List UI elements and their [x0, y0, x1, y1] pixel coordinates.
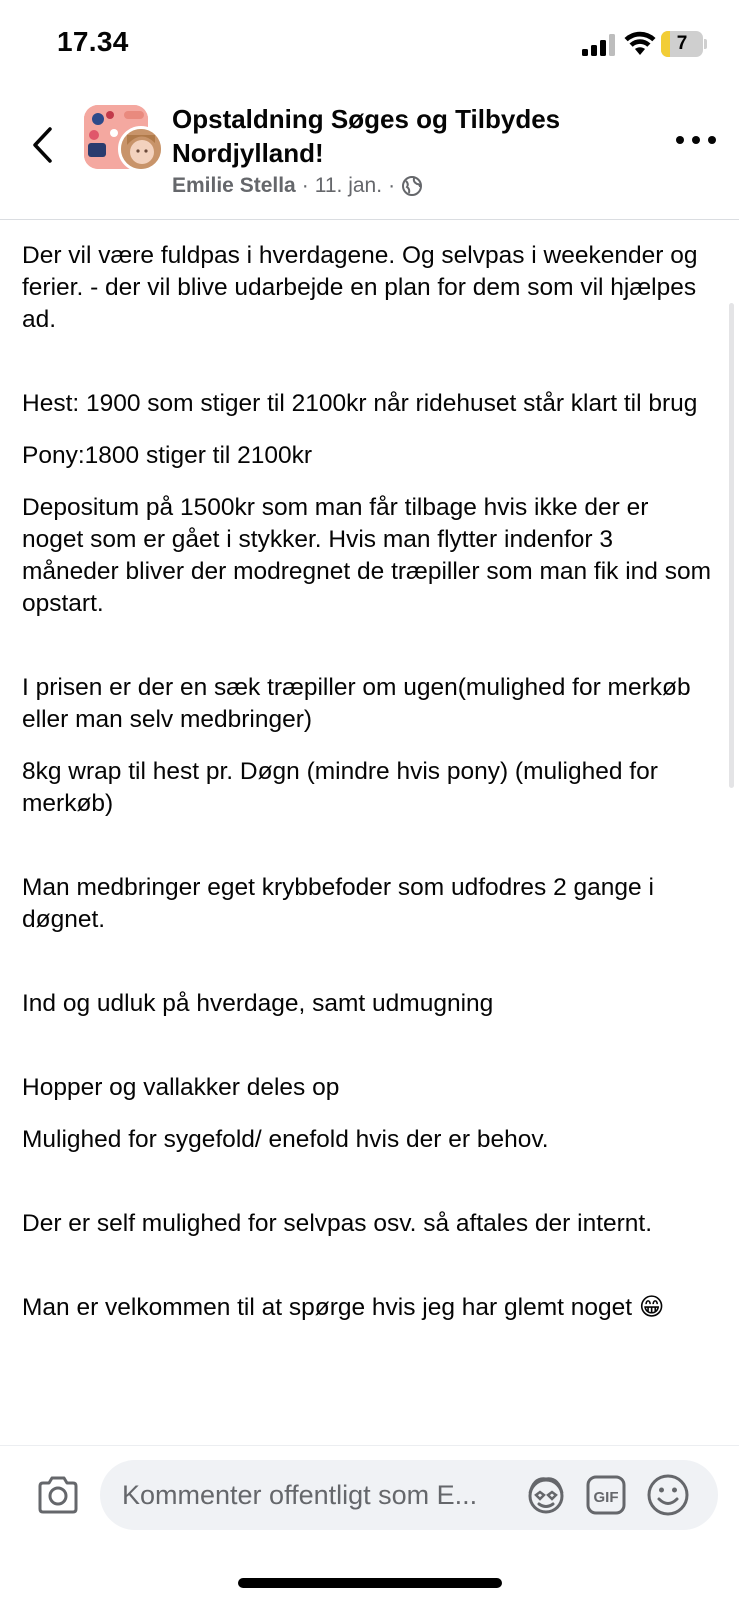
more-options-button[interactable]	[676, 130, 716, 150]
author-photo	[121, 129, 161, 169]
status-time: 17.34	[57, 26, 129, 57]
globe-icon	[401, 175, 423, 197]
emoji-button[interactable]	[646, 1473, 690, 1517]
comment-input[interactable]	[100, 1460, 718, 1530]
camera-icon	[36, 1474, 80, 1516]
post-paragraph: Man medbringer eget krybbefoder som udfodres 2 gange i døgnet.	[22, 874, 654, 933]
gif-icon	[586, 1475, 626, 1515]
post-paragraph: Der er self mulighed for selvpas osv. så aftales der internt.	[22, 1210, 653, 1237]
battery-icon	[661, 31, 707, 57]
comment-bar	[0, 1445, 739, 1545]
more-horizontal-icon	[676, 136, 684, 144]
status-bar	[0, 0, 739, 90]
post-paragraph: Hopper og vallakker deles op	[22, 1074, 340, 1101]
battery-level: 7	[676, 33, 688, 54]
avatar-sticker-button[interactable]	[524, 1473, 568, 1517]
post-paragraph: Der vil være fuldpas i hverdagene. Og selvpas i weekender og ferier. - der vil blive udarbejde en plan for dem som vil hjælpes ad.	[22, 242, 698, 333]
back-button[interactable]	[26, 120, 58, 170]
meta-separator: ·	[388, 174, 396, 197]
group-name[interactable]: Opstaldning Søges og Tilbydes Nordjylland!	[172, 104, 561, 168]
author-avatar[interactable]	[118, 126, 164, 172]
post-body	[22, 240, 712, 1445]
meta-separator: ·	[301, 174, 309, 197]
camera-button[interactable]	[36, 1474, 80, 1516]
wifi-icon	[624, 30, 656, 56]
post-header	[0, 90, 739, 220]
smiley-icon	[646, 1473, 690, 1517]
author-name[interactable]: Emilie Stella	[172, 174, 296, 197]
scrollbar[interactable]	[729, 303, 734, 788]
post-meta	[172, 174, 423, 198]
chevron-left-icon	[31, 126, 53, 164]
cellular-signal-icon	[582, 34, 616, 56]
gif-button[interactable]	[586, 1475, 626, 1515]
home-indicator[interactable]	[238, 1578, 502, 1588]
post-date[interactable]: 11. jan.	[314, 174, 383, 197]
post-paragraph: Hest: 1900 som stiger til 2100kr når ridehuset står klart til brug	[22, 390, 698, 417]
post-paragraph: I prisen er der en sæk træpiller om ugen(mulighed for merkøb eller man selv medbringer)	[22, 674, 691, 733]
post-paragraph: 8kg wrap til hest pr. Døgn (mindre hvis pony) (mulighed for merkøb)	[22, 758, 658, 817]
post-paragraph: Mulighed for sygefold/ enefold hvis der er behov.	[22, 1126, 549, 1153]
post-paragraph: Ind og udluk på hverdage, samt udmugning	[22, 990, 494, 1017]
svg-text:GIF: GIF	[593, 1489, 619, 1506]
avatar-sticker-icon	[524, 1473, 568, 1517]
post-paragraph: Pony:1800 stiger til 2100kr	[22, 442, 313, 469]
post-paragraph: Man er velkommen til at spørge hvis jeg har glemt noget 😁	[22, 1294, 665, 1321]
post-paragraph: Depositum på 1500kr som man får tilbage hvis ikke der er noget som er gået i stykker. Hvis man flytter indenfor 3 måneder bliver der modregnet de træpiller som man fik ind som opstart.	[22, 494, 712, 617]
comment-placeholder: Kommenter offentligt som E...	[122, 1480, 478, 1510]
